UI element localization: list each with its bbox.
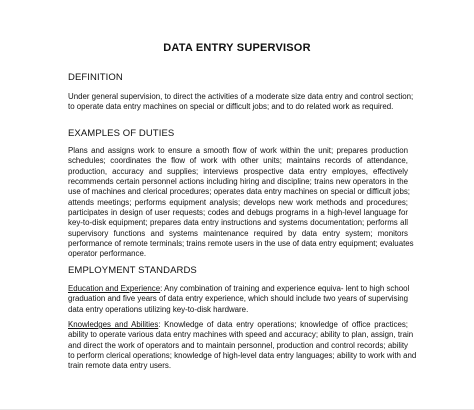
duties-line: use of machines and clerical procedures; operates data entry machines on special or difficult jobs; <box>68 187 410 197</box>
duties-paragraph <box>68 146 414 260</box>
standards-heading: EMPLOYMENT STANDARDS <box>68 265 197 276</box>
definition-line: to operate data entry machines on special or difficult jobs; and to do related work as required. <box>68 102 394 112</box>
education-line: data entry operations utilizing key-to-disk hardware. <box>68 304 249 314</box>
knowledge-paragraph <box>68 320 417 372</box>
education-line: graduation and five years of data entry experience, which should include two years of supervising <box>68 294 408 304</box>
definition-heading: DEFINITION <box>68 72 123 83</box>
duties-line: attends meetings; performs equipment analysis; develops new work methods and procedures; <box>68 197 408 207</box>
duties-line: participates in design of user requests; codes and debugs programs in a high-level language for <box>68 208 408 218</box>
duties-line: operator performance. <box>68 249 147 259</box>
knowledge-line: and direct the work of operators and to maintain personnel, production and control records; ability <box>68 340 408 350</box>
duties-line: production, accuracy and supplies; interviews prospective data entry employes, effectively <box>68 166 408 176</box>
duties-line: performance of remote terminals; trains remote users in the use of data entry equipment; evaluates <box>68 239 414 249</box>
knowledge-line: train remote data entry users. <box>68 361 172 371</box>
education-paragraph <box>68 284 408 315</box>
duties-line: Plans and assigns work to ensure a smooth flow of work within the unit; prepares production <box>68 146 408 155</box>
education-first-line <box>68 284 408 294</box>
duties-line: recommends certain personnel actions including hiring and discipline; trains new operators in the <box>68 177 408 187</box>
definition-paragraph <box>68 92 414 113</box>
definition-line: Under general supervision, to direct the activities of a moderate size data entry and control section; <box>68 92 414 101</box>
knowledge-line: ability to operate various data entry machines with speed and accuracy; ability to plan, assign, train <box>68 330 414 340</box>
knowledge-line: to perform clerical operations; knowledge of high-level data entry languages; ability to work with and <box>68 351 417 361</box>
duties-line: key-to-disk equipment; prepares data entry instructions and systems documentation; performs all <box>68 218 408 228</box>
education-label: Education and Experience <box>68 284 161 293</box>
duties-line: schedules; coordinates the flow of work with other units; maintains records of attendance, <box>68 156 408 166</box>
document-title: DATA ENTRY SUPERVISOR <box>163 42 311 54</box>
duties-heading: EXAMPLES OF DUTIES <box>68 128 175 139</box>
knowledge-first-line <box>68 320 408 330</box>
duties-line: supervisory functions and systems maintenance required by data entry system; monitors <box>68 228 408 238</box>
knowledge-label: Knowledges and Abilities <box>68 320 159 329</box>
knowledge-text: : Knowledge of data entry operations; knowledge of office practices; <box>158 320 408 329</box>
education-text: : Any combination of training and experience equiva- lent to high school <box>160 284 410 293</box>
